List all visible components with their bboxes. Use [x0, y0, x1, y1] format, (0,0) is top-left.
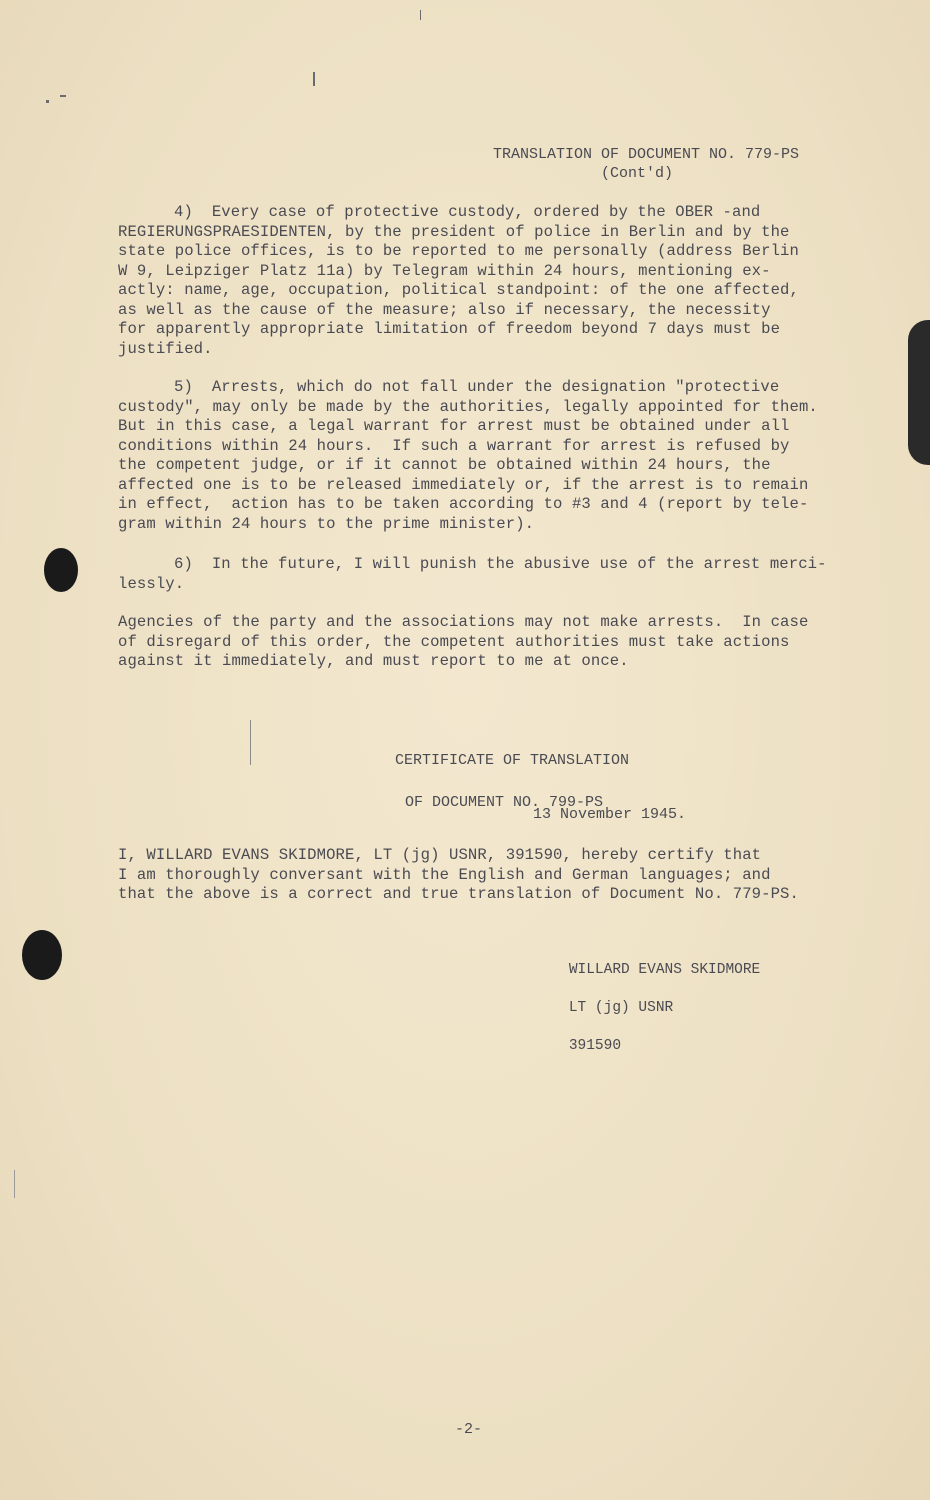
paragraph-line: I am thoroughly conversant with the English and German languages; and [118, 865, 771, 884]
paragraph-line: against it immediately, and must report to me at once. [118, 652, 629, 670]
paragraph-line: as well as the cause of the measure; also if necessary, the necessity [118, 300, 771, 319]
paragraph-line: in effect, action has to be taken according to #3 and 4 (report by tele- [118, 495, 809, 513]
page-number: -2- [455, 1421, 483, 1438]
paragraph-line: of disregard of this order, the competent authorities must take actions [118, 632, 790, 651]
paragraph-line: actly: name, age, occupation, political standpoint: of the one affected, [118, 281, 799, 299]
paragraph-line: state police offices, is to be reported to me personally (address Berlin [118, 242, 799, 260]
paragraph-6 [118, 555, 848, 594]
paragraph-line: REGIERUNGSPRAESIDENTEN, by the president of police in Berlin and by the [118, 222, 790, 241]
certificate-title-line2: OF DOCUMENT NO. 799-PS [405, 794, 604, 811]
signature-number: 391590 [568, 1038, 622, 1054]
paragraph-line: that the above is a correct and true translation of Document No. 779-PS. [118, 885, 799, 903]
paragraph-line: 4) Every case of protective custody, ordered by the OBER -and [174, 203, 761, 221]
stray-mark [46, 100, 49, 103]
stray-mark [60, 95, 66, 97]
signature-name: WILLARD EVANS SKIDMORE [568, 962, 761, 978]
stray-mark [14, 1170, 15, 1198]
paragraph-line: But in this case, a legal warrant for arrest must be obtained under all [118, 417, 790, 435]
paragraph-line: conditions within 24 hours. If such a warrant for arrest is refused by [118, 436, 790, 455]
binder-clip-shadow [908, 320, 930, 465]
paragraph-line: affected one is to be released immediately or, if the arrest is to remain [118, 475, 809, 494]
stray-mark [420, 10, 421, 20]
paragraph-line: Agencies of the party and the associations may not make arrests. In case [118, 613, 809, 631]
paragraph-line: gram within 24 hours to the prime minister). [118, 514, 535, 533]
punch-hole-icon [44, 548, 78, 592]
document-subtitle: (Cont'd) [601, 165, 674, 182]
paragraph-line: for apparently appropriate limitation of freedom beyond 7 days must be [118, 320, 781, 338]
signature-rank: LT (jg) USNR [568, 1000, 674, 1016]
certificate-date: 13 November 1945. [533, 806, 687, 823]
paragraph-line: I, WILLARD EVANS SKIDMORE, LT (jg) USNR, 391590, hereby certify that [118, 846, 762, 864]
certificate-body [118, 846, 848, 905]
paragraph-agencies [118, 613, 848, 672]
signature-block [534, 942, 760, 1075]
punch-hole-icon [22, 930, 62, 980]
stray-mark [313, 72, 315, 86]
paragraph-5 [118, 378, 848, 534]
stray-mark [250, 720, 251, 765]
document-title: TRANSLATION OF DOCUMENT NO. 779-PS [493, 146, 800, 163]
paragraph-line: 5) Arrests, which do not fall under the designation "protective [174, 378, 780, 396]
paragraph-line: lessly. [118, 574, 185, 593]
paragraph-line: 6) In the future, I will punish the abusive use of the arrest merci- [174, 555, 827, 573]
paragraph-line: the competent judge, or if it cannot be obtained within 24 hours, the [118, 456, 771, 474]
paragraph-4 [118, 203, 848, 359]
paragraph-line: justified. [118, 339, 213, 358]
paragraph-line: W 9, Leipziger Platz 11a) by Telegram within 24 hours, mentioning ex- [118, 261, 771, 280]
paragraph-line: custody", may only be made by the authorities, legally appointed for them. [118, 397, 818, 416]
certificate-title-line1: CERTIFICATE OF TRANSLATION [395, 752, 630, 769]
